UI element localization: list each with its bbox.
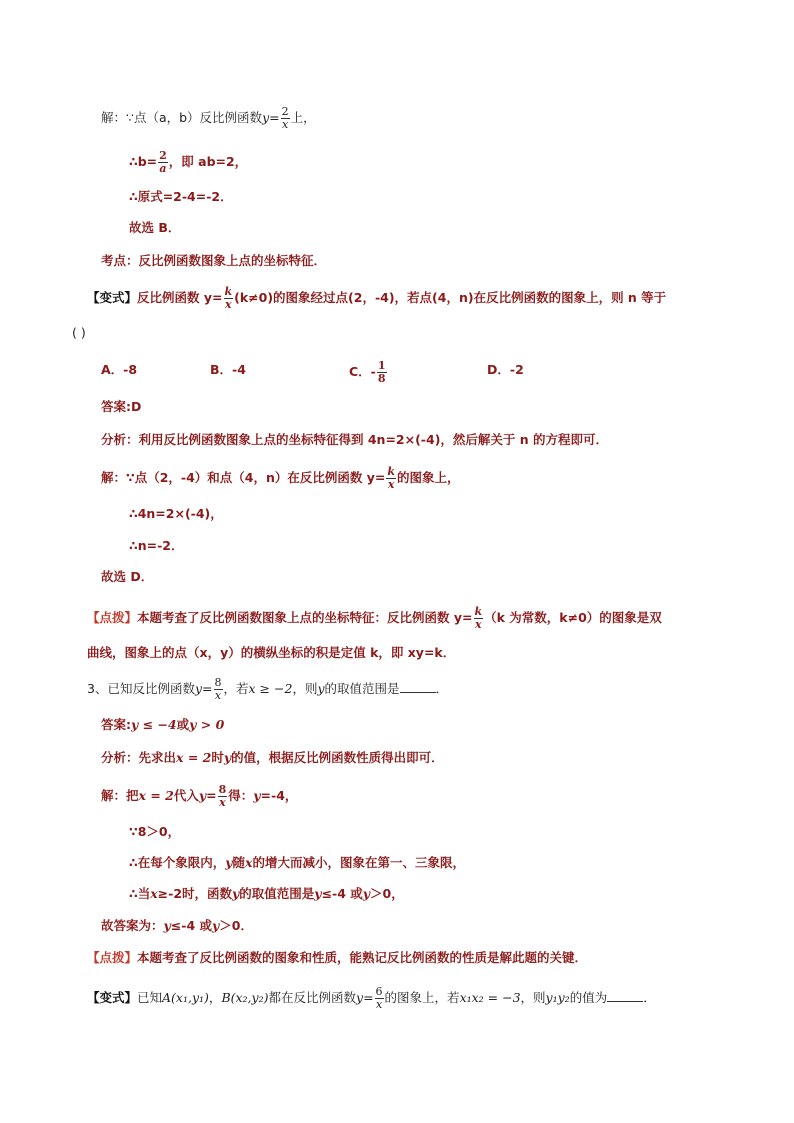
dianbo-line-3 [87,948,587,968]
text: ，则 [292,681,318,696]
answer-blank [607,989,643,1002]
text: =-4， [260,788,298,803]
denominator: a [159,162,167,175]
math-expr: x = 2 [176,750,212,765]
solution-line-4: 故选 B． [129,220,181,235]
denominator: x [214,689,222,702]
denominator: x [475,618,482,631]
math-var: y [362,886,371,901]
text: 答案: [101,717,131,732]
text: 解：把 [101,788,139,803]
text: ，即 ab=2， [168,154,248,169]
fraction [281,106,290,131]
numerator: 2 [159,149,167,162]
text: 已知 [137,990,163,1005]
math-expr: y ≤ −4 [131,717,177,732]
math-var: y [223,750,232,765]
answer-line: 答案:D [101,399,142,414]
math-var: y [198,788,207,803]
math-var: y [232,886,240,901]
text: ＞0， [370,886,404,901]
text: 的图象上， [396,470,460,485]
text: 的值，根据反比例函数性质得出即可． [231,750,444,765]
math-var: y [163,918,171,933]
math-expr: x₁x₂ = −3 [459,990,521,1005]
text: (k≠0)的图象经过点(2，-4)，若点(4，n)在反比例函数的图象上，则 n 等于 [234,290,667,305]
text: ∴当 [129,886,151,901]
fraction [158,150,168,175]
text: 故答案为： [101,918,164,933]
denominator: x [387,478,395,491]
math-var: x [244,855,253,870]
analysis-line: 分析：利用反比例函数图象上点的坐标特征得到 4n=2×(-4)，然后解关于 n 的方程即可． [101,432,609,447]
variant-2-question [87,986,656,1011]
text: 解：∵点（a，b）反比例函数 [101,110,263,125]
math-eq: = [363,990,374,1005]
math-expr: A(x₁,y₁) [162,990,209,1005]
text: ，若 [223,681,249,696]
math-expr: x ≥ −2 [248,681,293,696]
text: ＞0． [219,918,253,933]
solution-line-3: ∴原式=2-4=-2． [129,189,233,204]
text: 都在反比例函数 [268,990,356,1005]
math-var: y [212,918,220,933]
math-var: y [194,681,203,696]
answer-blank [400,680,436,693]
text: ≥-2时，函数 [157,886,233,901]
numerator: 6 [375,985,383,998]
dianbo-tag: 【点拨】 [87,610,138,625]
option-a: A．-8 [101,362,138,377]
math-eq: = [202,681,213,696]
text: 或 [176,717,190,732]
kaodian-line: 考点：反比例函数图象上点的坐标特征． [101,253,327,268]
solution-step-1: ∴4n=2×(-4)， [129,506,223,521]
numerator: 8 [214,676,222,689]
numerator: k [224,285,233,298]
text: 得： [228,788,254,803]
question-3 [87,677,448,702]
text: 本题考查了反比例函数的图象和性质，能熟记反比例函数的性质是解此题的关键． [137,950,588,965]
text: ∴在每个象限内， [129,855,226,870]
math-var: y [262,110,270,125]
fraction [474,606,484,631]
fraction [377,360,387,385]
text: （k 为常数，k≠0）的图象是双 [484,610,662,625]
text: 代入 [173,788,199,803]
text: 时 [211,750,224,765]
numerator: k [474,605,483,618]
math-expr: y₁y₂ [545,990,570,1005]
text: 的值为 [569,990,608,1005]
text: ． [643,990,656,1005]
math-eq: = [206,788,217,803]
math-eq: = [269,110,280,125]
math-var: y [314,886,322,901]
fraction [218,784,228,809]
math-expr: B(x₂,y₂) [221,990,269,1005]
numerator: 8 [218,783,227,796]
numerator: 1 [377,359,386,372]
option-c [349,360,388,385]
solution-step-3d [129,884,404,904]
variant-tag: 【变式】 [87,990,138,1005]
final-answer-3 [101,916,253,936]
solution-line-2 [129,150,247,175]
math-var: y [317,681,325,696]
solution-line-1 [101,106,316,131]
math-var: y [253,788,261,803]
option-d: D．-2 [487,362,524,377]
denominator: x [282,118,289,131]
fraction [386,466,396,491]
variant-tag: 【变式】 [87,290,138,305]
dianbo-tag: 【点拨】 [87,950,138,965]
text: C．- [349,364,376,379]
denominator: x [375,998,383,1011]
solution-step-3b: ∵8＞0， [129,824,181,839]
fraction [224,286,234,311]
text: ． [435,681,449,696]
dianbo-line-2: 曲线，图象上的点（x，y）的横纵坐标的积是定值 k，即 xy=k． [87,645,456,660]
text: ，则 [520,990,546,1005]
numerator: 2 [281,105,289,118]
answer-line-3 [101,715,224,735]
fraction [375,986,384,1011]
question-paren: ( ) [72,325,86,340]
text: ， [208,990,222,1005]
dianbo-line-1 [87,606,662,631]
solution-line [101,466,460,491]
choice-line: 故选 D． [101,569,154,584]
math-var: y [225,855,233,870]
option-b: B．-4 [210,362,246,377]
fraction [214,677,223,702]
text: 的增大而减小，图象在第一、三象限， [252,855,465,870]
solution-line-3a [101,784,297,809]
text: 分析：先求出 [101,750,177,765]
numerator: k [387,465,395,478]
text: 本题考查了反比例函数图象上点的坐标特征：反比例函数 y= [137,610,473,625]
math-expr: y > 0 [189,717,225,732]
denominator: x [219,796,226,809]
analysis-line-3 [101,748,444,768]
variant-1-question [87,286,666,311]
math-expr: x = 2 [138,788,174,803]
solution-step-2: ∴n=-2． [129,538,184,553]
text: 随 [232,855,245,870]
denominator: x [225,298,232,311]
text: ∴b= [129,154,158,169]
text: 反比例函数 y= [137,290,223,305]
solution-step-3c [129,853,465,873]
text: 解：∵点（2，-4）和点（4，n）在反比例函数 y= [101,470,386,485]
text: ≤-4 或 [321,886,363,901]
text: ≤-4 或 [170,918,212,933]
text: 的取值范围是 [324,681,400,696]
math-var: x [150,886,158,901]
denominator: 8 [377,372,386,385]
text: 上， [290,110,316,125]
text: 3、已知反比例函数 [87,681,195,696]
text: 的图象上，若 [384,990,460,1005]
math-var: y [356,990,364,1005]
text: 的取值范围是 [239,886,315,901]
